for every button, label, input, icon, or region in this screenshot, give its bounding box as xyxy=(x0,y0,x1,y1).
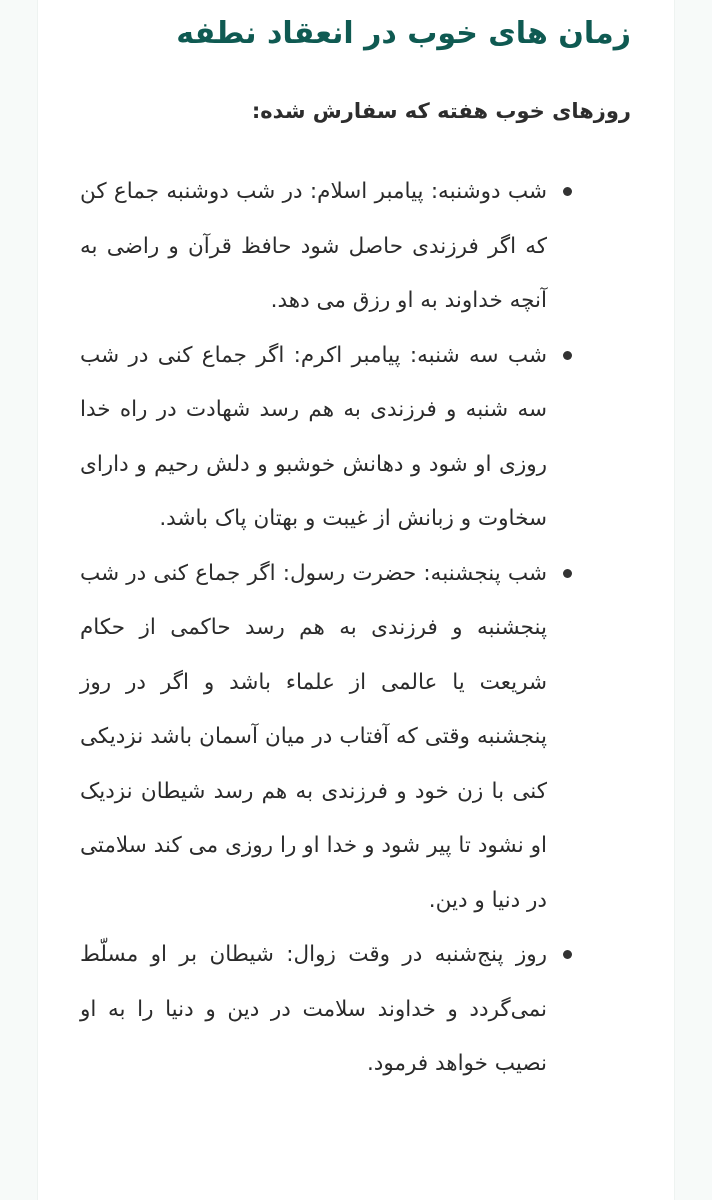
list-item-text: روز پنج‌شنبه در وقت زوال: شیطان بر او مسلّط نمی‌گردد و خداوند سلامت در دین و دنیا را به او نصیب خواهد فرمود. xyxy=(80,942,547,1076)
bullet-icon xyxy=(563,950,572,959)
bullet-icon xyxy=(563,351,572,360)
bullet-icon xyxy=(563,187,572,196)
list-item xyxy=(80,165,547,329)
list-item-text: شب دوشنبه: پیامبر اسلام: در شب دوشنبه جماع کن که اگر فرزندی حاصل شود حافظ قرآن و راضی به آنچه خداوند به او رزق می دهد. xyxy=(80,179,547,313)
article-subtitle: روزهای خوب هفته که سفارش شده: xyxy=(251,99,631,123)
list-item xyxy=(80,329,547,547)
list-item xyxy=(80,928,547,1092)
article-card xyxy=(37,0,675,1200)
list-item-text: شب سه شنبه: پیامبر اکرم: اگر جماع کنی در شب سه شنبه و فرزندی به هم رسد شهادت در راه خدا روزی او شود و دهانش خوشبو و دلش رحیم و دارای سخاوت و زبانش از غیبت و بهتان پاک باشد. xyxy=(80,342,547,531)
list-item xyxy=(80,547,547,929)
bullet-icon xyxy=(563,569,572,578)
recommendation-list xyxy=(80,165,547,1092)
list-item-text: شب پنجشنبه: حضرت رسول: اگر جماع کنی در شب پنجشنبه و فرزندی به هم رسد حاکمی از حکام شریعت یا عالمی از علماء باشد و اگر در روز پنجشنبه وقتی که آفتاب در میان آسمان باشد نزدیکی کنی با زن خود و فرزندی به هم رسد شیطان نزدیک او نشود تا پیر شود و خدا او را روزی می کند سلامتی در دنیا و دین. xyxy=(80,560,547,913)
article-title: زمان های خوب در انعقاد نطفه xyxy=(176,16,631,51)
